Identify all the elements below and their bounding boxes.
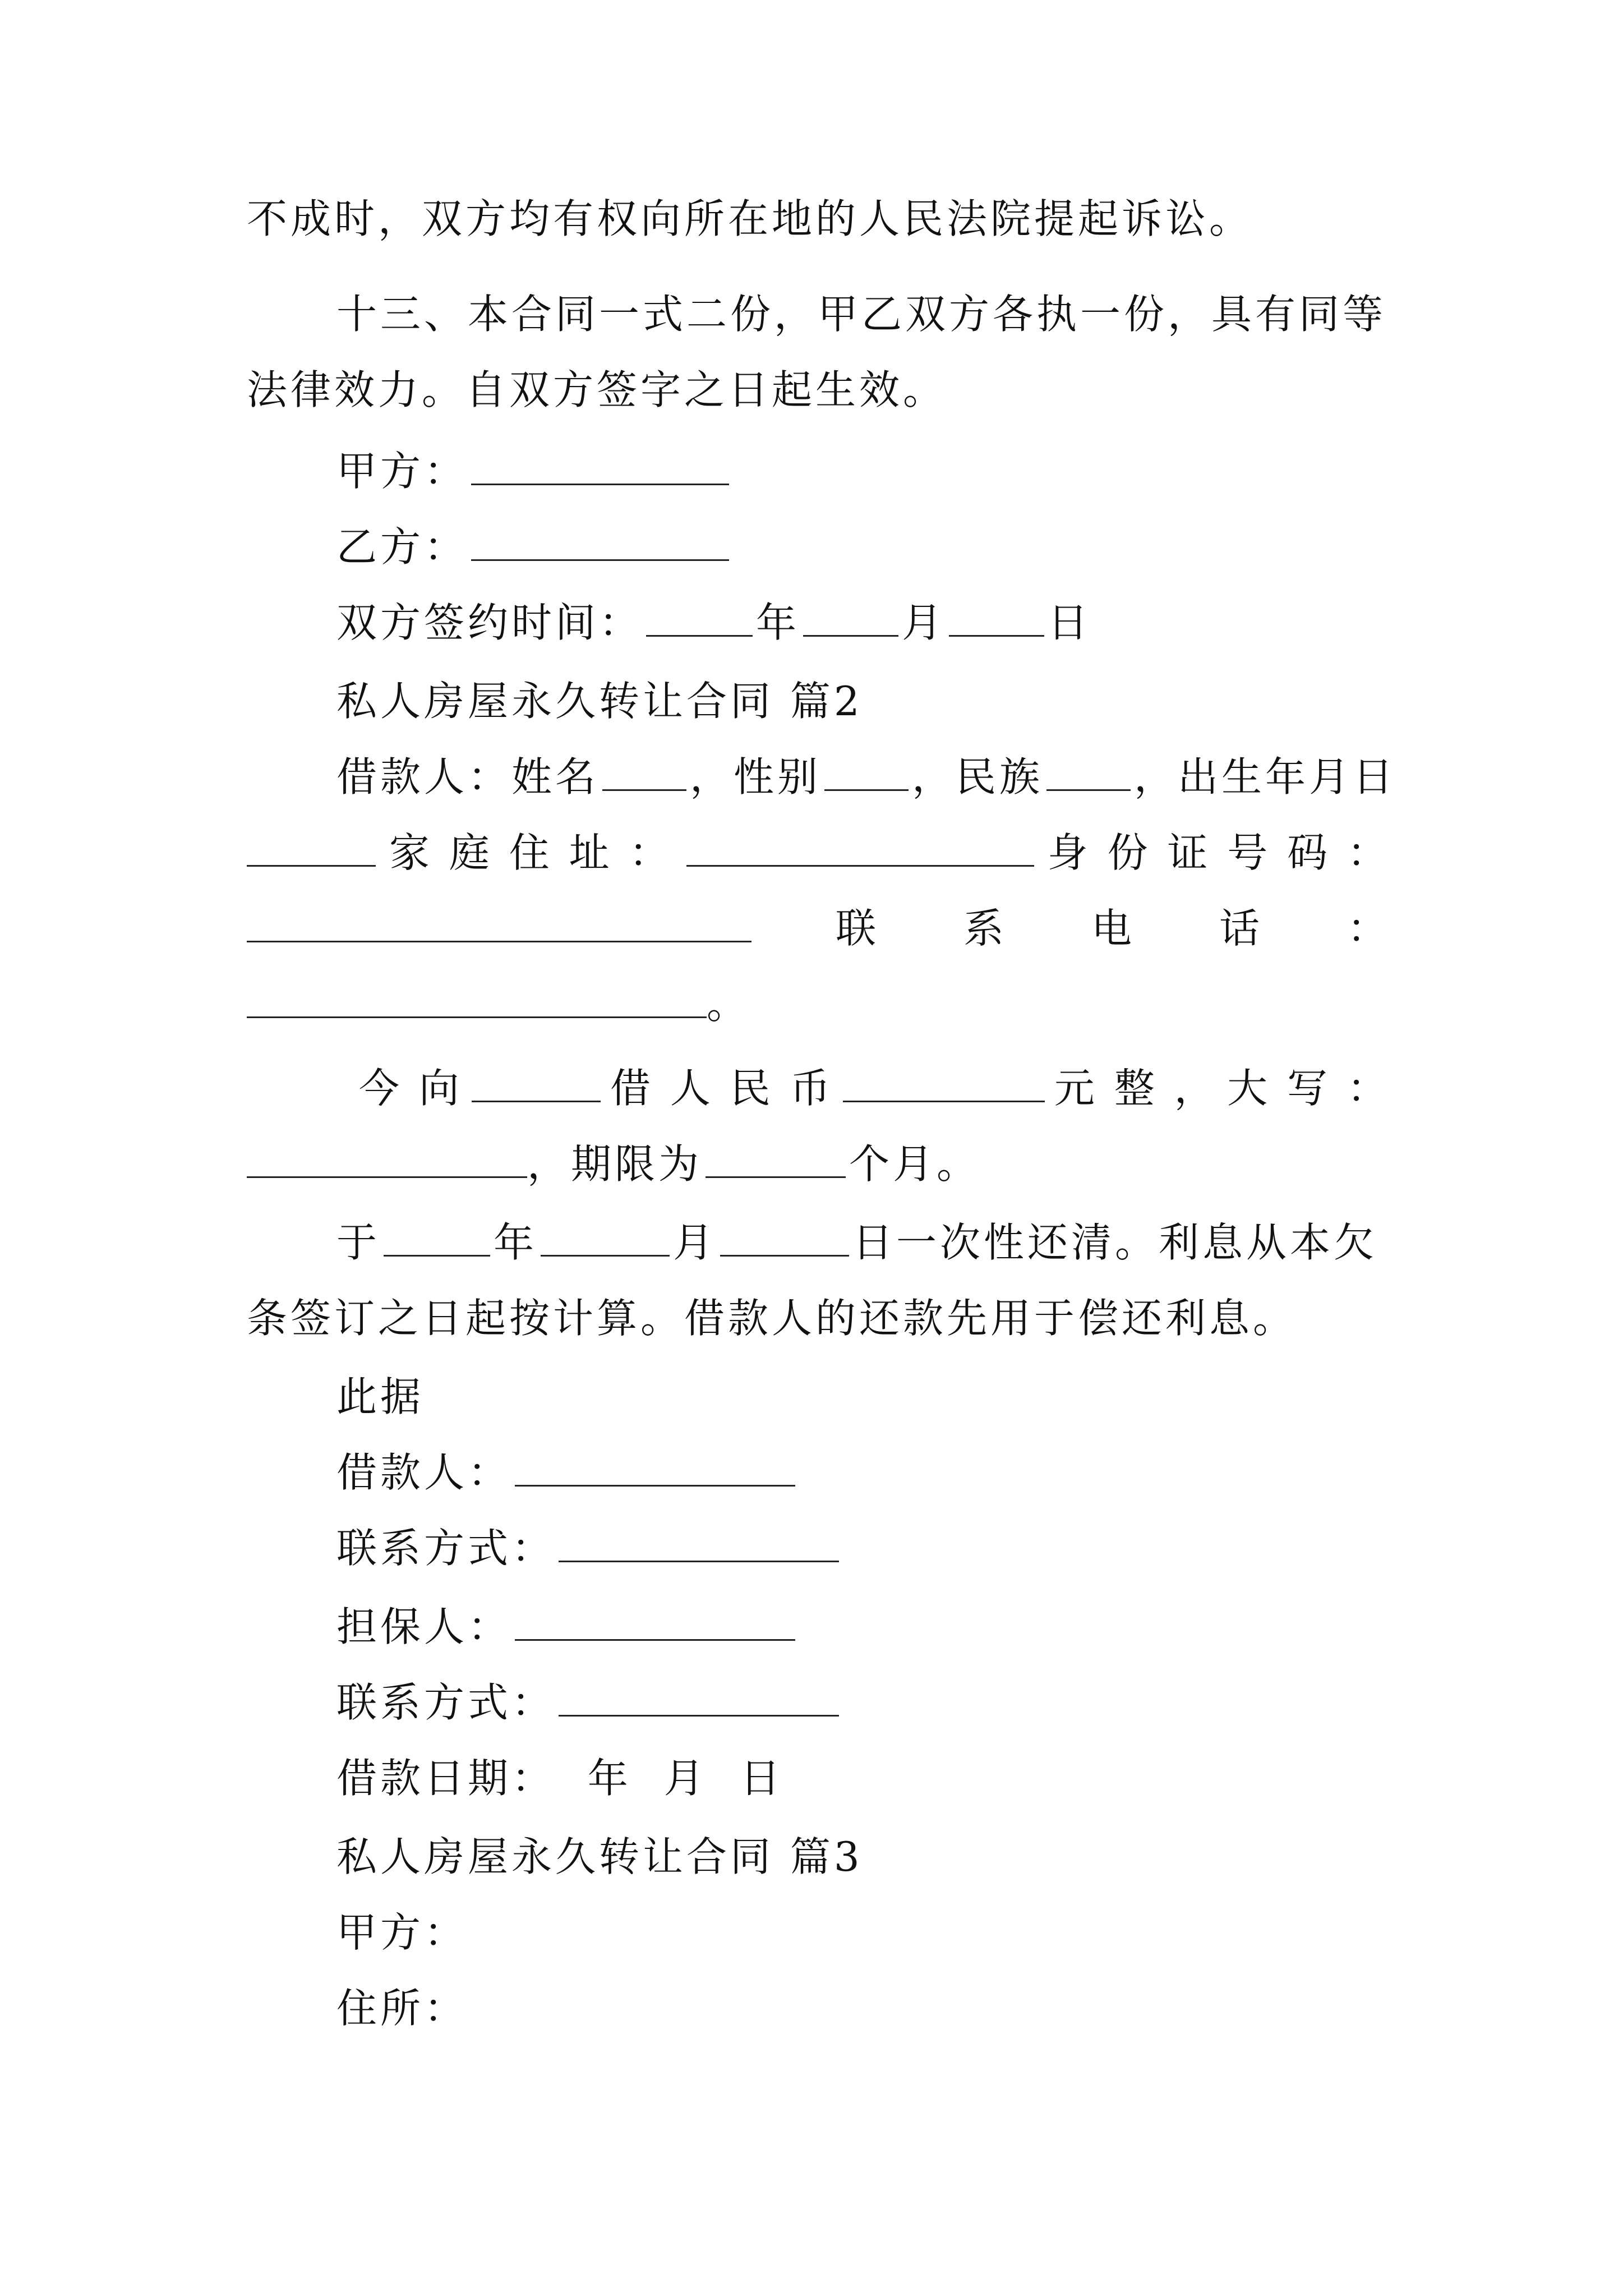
year-blank <box>646 600 753 637</box>
yuan-label: 元 整 ， <box>1054 1065 1218 1112</box>
hereby-text: 此据 <box>336 1373 425 1420</box>
borrower-contact-line <box>336 1520 1391 1576</box>
borrower-info-line <box>336 749 1397 805</box>
phone-period: 。 <box>707 981 751 1028</box>
signing-date-label: 双方签约时间： <box>336 599 643 646</box>
term-blank <box>706 1142 846 1178</box>
ethnicity-label: ，民族 <box>912 753 1044 800</box>
clause-13-line-2: 法律效力。自双方签字之日起生效。 <box>247 366 947 413</box>
address-blank <box>686 830 1034 867</box>
id-number-blank <box>247 906 751 942</box>
name-blank <box>602 754 686 791</box>
gender-label: ，性别 <box>690 753 822 800</box>
party-b-signature-line <box>336 519 1391 575</box>
birthdate-label: ，出生年月日 <box>1134 753 1397 800</box>
guarantor-signature-line <box>336 1599 1391 1655</box>
residence-label: 住所： <box>336 1985 468 2032</box>
party-b-blank <box>471 524 729 561</box>
repay-year-label: 年 <box>494 1219 538 1266</box>
party-a-signature-line <box>336 443 1391 499</box>
month-label: 月 <box>902 599 946 646</box>
address-id-line <box>247 825 1391 881</box>
term-label: ，期限为 <box>527 1140 703 1188</box>
section-heading-3: 私人房屋永久转让合同 篇3 <box>336 1833 863 1880</box>
guarantor-contact-blank <box>559 1680 839 1717</box>
loan-date-line: 借款日期： 年 月 日 <box>336 1755 784 1802</box>
lender-blank <box>472 1066 601 1102</box>
phone-label-char-4: 话 <box>1219 905 1263 952</box>
repay-terms-text: 日一次性还清。利息从本欠 <box>852 1219 1378 1266</box>
uppercase-amount-blank <box>247 1142 527 1178</box>
repay-year-blank <box>384 1220 490 1257</box>
repay-day-blank <box>720 1220 849 1257</box>
borrower-signature-blank <box>515 1450 795 1487</box>
year-label: 年 <box>756 599 800 646</box>
guarantor-contact-line <box>336 1674 1391 1731</box>
party-a-blank <box>471 449 729 485</box>
phone-label-char-1: 联 <box>835 905 879 952</box>
repayment-line <box>336 1214 1391 1271</box>
repay-month-blank <box>541 1220 670 1257</box>
rmb-label: 借 人 民 币 <box>610 1065 834 1112</box>
party-a-label-3: 甲方： <box>336 1909 468 1956</box>
birthdate-blank <box>247 830 376 867</box>
borrower-signature-line <box>336 1444 1391 1501</box>
phone-label-char-3: 电 <box>1091 905 1135 952</box>
borrower-contact-label: 联系方式： <box>336 1525 556 1572</box>
phone-line <box>247 900 1391 956</box>
phone-label-colon: ： <box>1347 905 1391 952</box>
day-blank <box>949 600 1044 637</box>
months-label: 个月。 <box>849 1140 981 1188</box>
borrower-signature-label: 借款人： <box>336 1449 512 1496</box>
guarantor-blank <box>515 1604 795 1641</box>
section-heading-2: 私人房屋永久转让合同 篇2 <box>336 678 863 725</box>
id-number-label: 身 份 证 号 码 ： <box>1047 829 1391 876</box>
loan-amount-line <box>359 1060 1391 1116</box>
borrower-name-label: 借款人：姓名 <box>336 753 600 800</box>
ethnicity-blank <box>1046 754 1131 791</box>
phone-label-char-2: 系 <box>963 905 1007 952</box>
clause-13-line-1: 十三、本合同一式二份，甲乙双方各执一份，具有同等 <box>336 291 1387 338</box>
month-blank <box>803 600 898 637</box>
repay-on-label: 于 <box>336 1219 381 1266</box>
repay-month-label: 月 <box>673 1219 717 1266</box>
amount-blank <box>843 1066 1045 1102</box>
signing-date-line <box>336 595 1391 651</box>
phone-blank <box>247 982 707 1018</box>
address-label: 家 庭 住 址 ： <box>389 829 673 876</box>
loan-term-line <box>247 1136 1391 1192</box>
uppercase-label: 大 写 ： <box>1227 1065 1391 1112</box>
guarantor-contact-label: 联系方式： <box>336 1679 556 1726</box>
paragraph-line-1: 不成时，双方均有权向所在地的人民法院提起诉讼。 <box>247 195 1253 242</box>
interest-terms-line: 条签订之日起按计算。借款人的还款先用于偿还利息。 <box>247 1295 1297 1342</box>
party-b-label: 乙方： <box>336 523 468 570</box>
borrow-from-label: 今 向 <box>359 1065 463 1112</box>
day-label: 日 <box>1048 599 1092 646</box>
gender-blank <box>824 754 909 791</box>
phone-blank-line <box>247 976 1391 1032</box>
party-a-label: 甲方： <box>336 448 468 495</box>
guarantor-label: 担保人： <box>336 1603 512 1650</box>
borrower-contact-blank <box>559 1526 839 1562</box>
